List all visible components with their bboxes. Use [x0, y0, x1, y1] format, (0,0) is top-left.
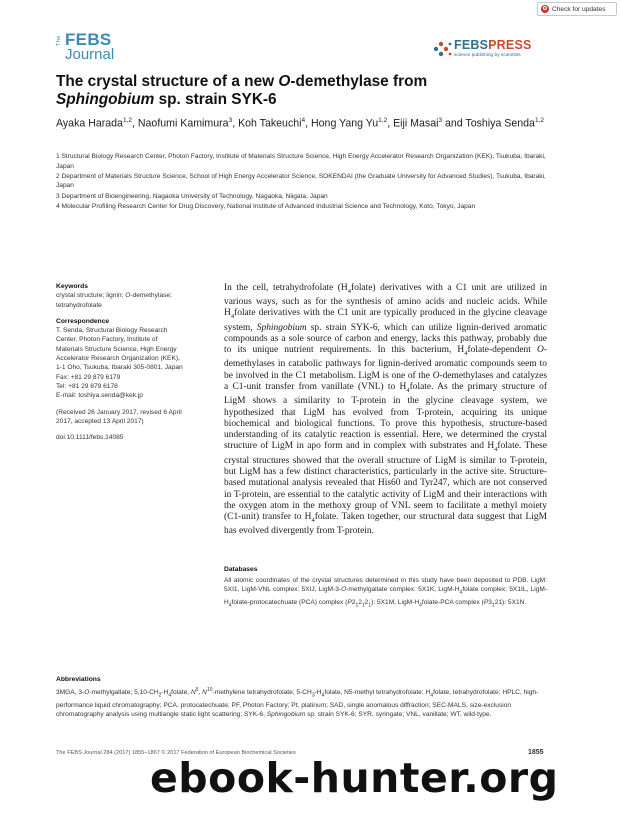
correspondence-line: E-mail: toshiya.senda@kek.jp	[56, 392, 143, 400]
keywords-line: tetrahydrofolate	[56, 301, 102, 309]
article-title	[56, 73, 556, 109]
affiliation-3: 3 Department of Bioengineering, Nagaoka University of Technology, Nagaoka, Niigata, Japan	[56, 192, 328, 200]
title-line-1: The crystal structure of a new O-demethylase from	[56, 73, 428, 90]
febs-press-dots-icon	[432, 39, 452, 59]
watermark: ebook-hunter.org	[150, 754, 559, 802]
abbreviations-heading: Abbreviations	[56, 676, 101, 683]
footer-citation: The FEBS Journal 284 (2017) 1855–1867 © 2017 Federation of European Biochemical Societies	[56, 750, 296, 756]
check-for-updates-label: Check for updates	[552, 5, 606, 13]
received-line: 2017, accepted 13 April 2017)	[56, 417, 144, 425]
affiliation-2: 2 Department of Materials Structure Science, School of High Energy Accelerator Science, SOKENDAI (the Graduate University for Advanced Studies), Tsukuba, Ibaraki, Japan	[56, 172, 546, 190]
affiliation-4: 4 Molecular Profiling Research Center for Drug Discovery, National Institute of Advanced Industrial Science and Technology, Koto, Tokyo, Japan	[56, 202, 476, 210]
keywords-list	[56, 291, 206, 310]
affiliations	[56, 152, 556, 212]
databases-heading: Databases	[224, 566, 258, 573]
keywords-line: crystal structure; lignin; O-demethylase;	[56, 292, 172, 300]
title-genus: Sphingobium	[56, 91, 155, 108]
correspondence-line: T. Senda, Structural Biology Research	[56, 327, 168, 335]
abstract-text: In the cell, tetrahydrofolate $(H_4folate)$ derivatives with a C1 unit are utilized in various ways, such as for the synthesis of amino acids and nucleic acids. While $H_4folate$ derivatives with the C1 unit are typically produced in the glycine cleavage system, Sphingobium sp. strain SYK-6, which can utilize lignin-derived aromatic compounds as a sole source of carbon and energy, lacks this pathway, probably due to its unique nutrient requirements. In this bacterium, $H_4folate$-dependent O-demethylases in catabolic pathways for lignin-derived aromatic compounds seem to be involved in the C1 metabolism. LigM is one of the O-demethylases and catalyzes a C1-unit transfer from vanillate (VNL) to $H_4folate$. As the primary structure of LigM shows a similarity to T-protein in the glycine cleavage system, we hypothesized that LigM has evolved from T-protein, acquiring its unique biochemical and biological functions. To prove this hypothesis, structure-based understanding of its catalytic reaction is essential. Here, we determined the crystal structure of LigM in apo form and in complex with substrates and $H_4folate$. These crystal structures showed that the overall structure of LigM is similar to T-protein, but LigM has a few distinct characteristics, particularly in the active site. Structure-based mutational analysis revealed that His60 and Tyr247, which are not conserved in T-protein, are essential to the catalytic activity of LigM and their interactions with the oxygen atom in the methoxy group of VNL seem to facilitate a methyl moiety (C1-unit) transfer to $H_4folate$. Taken together, our structural data suggest that LigM has evolved divergently from T-protein.	[224, 283, 547, 537]
febs-journal-logo	[56, 31, 126, 65]
logo-febs: FEBS	[65, 30, 112, 49]
check-for-updates-button[interactable]	[537, 2, 617, 16]
press-tagline: science publishing by scientists	[454, 53, 521, 58]
logo-journal: Journal	[65, 46, 115, 63]
correspondence-line: Center, Photon Factory, Institute of	[56, 336, 158, 344]
page-number: 1855	[528, 749, 544, 756]
logo-the: The	[56, 35, 62, 46]
correspondence-line: Materials Structure Science, High Energy	[56, 345, 177, 353]
received-line: (Received 26 January 2017, revised 6 April	[56, 408, 182, 416]
article-sidebar	[56, 282, 206, 449]
correspondence-line: Fax: +81 29 879 6179	[56, 373, 121, 381]
databases-text: All atomic coordinates of the crystal structures determined in this study have been deposited to PDB. LigM: 5XI1, LigM-VNL complex: 5XIJ, LigM-3-O-methylgallate complex: 5X1K, LigM-$H_4folate$ complex: 5X1IL, LigM-$H_4folate$-protocatechuate (PCA) complex $(P2_12_12_1)$: 5X1M, LigM-$H_4folate$-PCA complex $(P3_121)$: 5X1N.	[224, 577, 548, 609]
correspondence-line: Accelerator Research Organization (KEK),	[56, 355, 180, 363]
correspondence-heading: Correspondence	[56, 317, 110, 325]
correspondence-line: 1-1 Oho, Tsukuba, Ibaraki 305-0801, Japan	[56, 364, 183, 372]
press-name-press: PRESS	[488, 38, 532, 52]
correspondence-block	[56, 326, 206, 400]
abbreviations-text: 3MGA, 3-O-methylgallate; $5,10-CH_2-H_4folate$, $N^5$, $N^{10}$-methylene tetrahydrofolate; $5-CH_3-H_4folate$, N5-methyl tetrahydrofolate; $H_4folate$, tetrahydrofolate; HPLC, high-performance liquid chromatography; PCA, protocatechuate; PF, Photon Factory; Pt, platinum; SAD, single anomalous diffraction; SEC-MALS, size-exclusion chromatography analysis using multiangle static light scattering; SYK-6, Sphingobium sp. strain SYK-6; SYR, syringate; VNL, vanillate; WT, wild-type.	[56, 687, 539, 719]
febs-press-logo	[432, 38, 542, 64]
received-dates	[56, 408, 206, 427]
keywords-heading: Keywords	[56, 283, 88, 290]
press-name-febs: FEBS	[454, 38, 489, 52]
press-name	[454, 38, 532, 52]
title-strain: sp. strain SYK-6	[154, 91, 277, 108]
update-icon	[541, 5, 549, 13]
title-line-2	[56, 91, 556, 109]
author-list: Ayaka Harada$^{1,2}$, Naofumi Kamimura$^3$, Koh Takeuchi$^4$, Hong Yang Yu$^{1,2}$, Eiji Masai$^3$ and Toshiya Senda$^{1,2}$	[56, 117, 544, 130]
affiliation-1: 1 Structural Biology Research Center, Photon Factory, Institute of Materials Structure Science, High Energy Accelerator Research Organization (KEK), Tsukuba, Ibaraki, Japan	[56, 153, 546, 170]
doi-link[interactable]: doi:10.1111/febs.14085	[56, 434, 124, 442]
correspondence-line: Tel: +81 29 879 6178	[56, 382, 118, 390]
